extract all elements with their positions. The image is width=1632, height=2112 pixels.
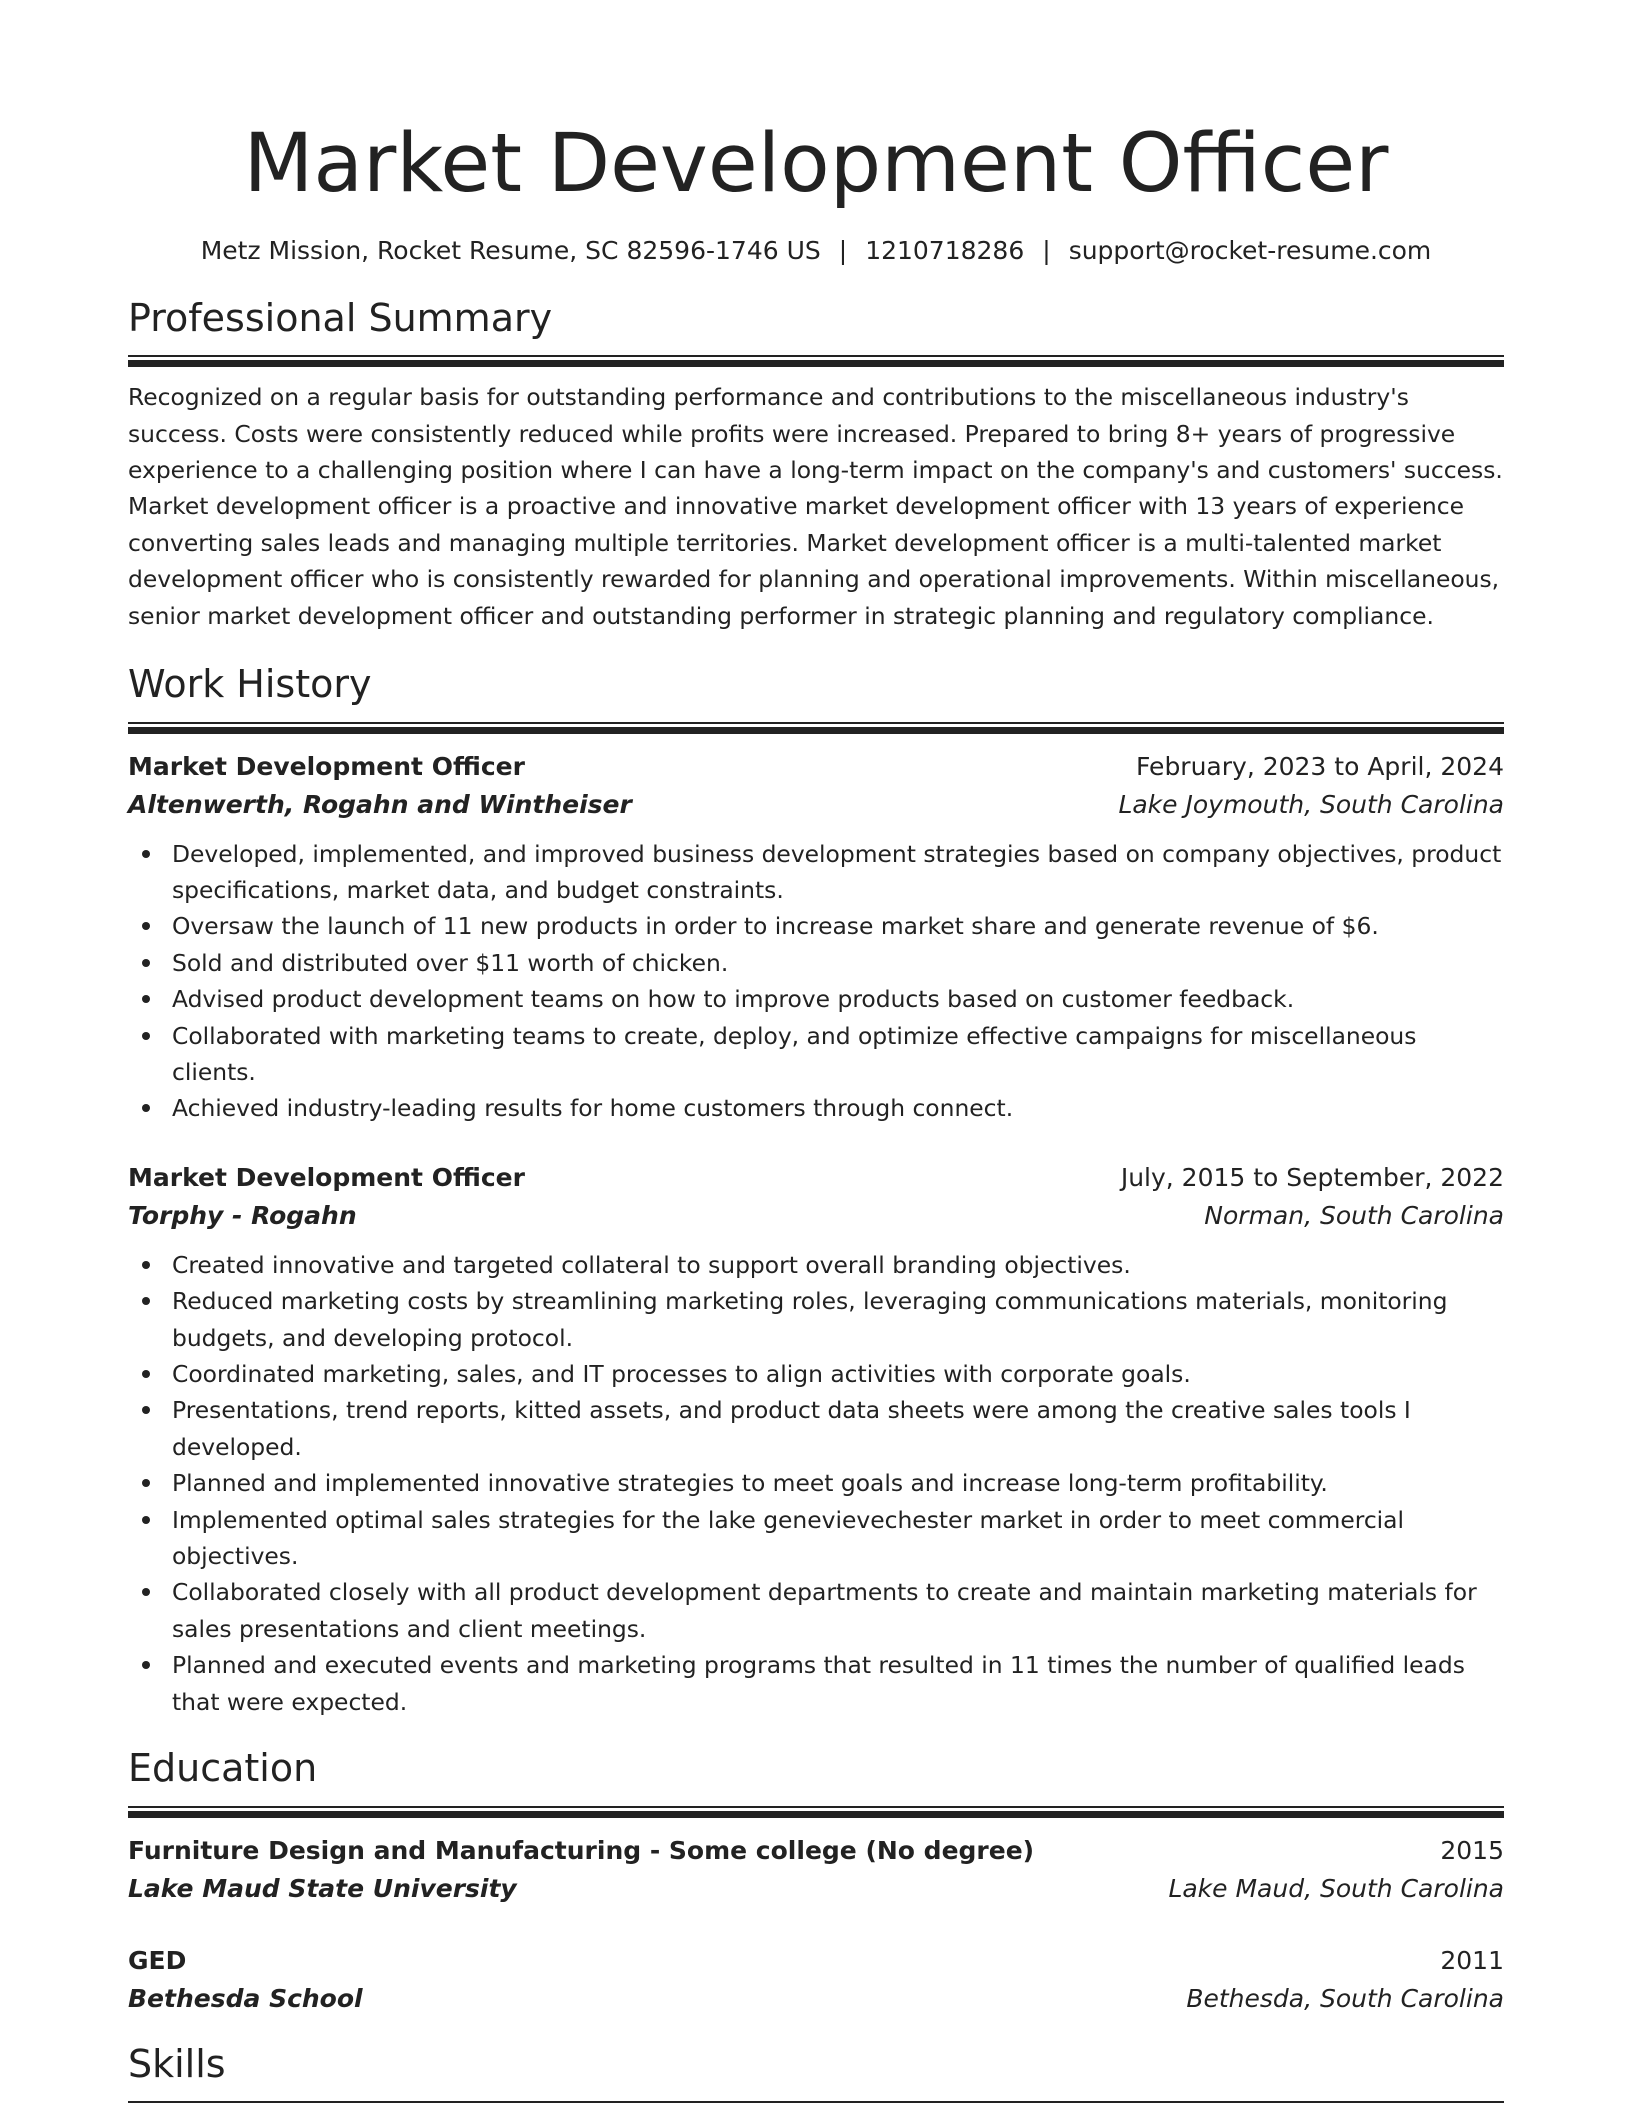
job-entry [128, 1159, 1504, 1720]
job-bullet: Achieved industry-leading results for home customers through connect. [128, 1090, 1504, 1126]
education-section [128, 1746, 1504, 2018]
job-company: Altenwerth, Rogahn and Wintheiser [128, 789, 632, 819]
job-bullet: Reduced marketing costs by streamlining marketing roles, leveraging communications materials, monitoring budgets, and developing protocol. [128, 1283, 1504, 1356]
education-degree: Furniture Design and Manufacturing - Some college (No degree) [128, 1835, 1035, 1865]
skills-heading: Skills [128, 2041, 226, 2086]
job-location: Lake Joymouth, South Carolina [1118, 789, 1504, 819]
section-divider [128, 2101, 1504, 2103]
contact-address: Metz Mission, Rocket Resume, SC 82596-1746 US [200, 236, 821, 265]
education-year: 2011 [1440, 1945, 1504, 1975]
section-divider [128, 722, 1504, 734]
job-company: Torphy - Rogahn [128, 1200, 357, 1230]
job-dates: February, 2023 to April, 2024 [1136, 751, 1504, 781]
summary-section [128, 296, 1504, 634]
job-bullet: Advised product development teams on how to improve products based on customer feedback. [128, 981, 1504, 1017]
education-entry [128, 1942, 1504, 2018]
contact-phone: 1210718286 [865, 236, 1025, 265]
job-bullet: Oversaw the launch of 11 new products in order to increase market share and generate revenue of $6. [128, 908, 1504, 944]
section-divider [128, 1806, 1504, 1818]
summary-heading: Professional Summary [128, 295, 553, 340]
job-title: Market Development Officer [128, 1162, 525, 1192]
contact-line [128, 235, 1504, 268]
work-history-heading: Work History [128, 661, 372, 706]
job-bullet: Collaborated with marketing teams to create, deploy, and optimize effective campaigns for miscellaneous clients. [128, 1018, 1504, 1091]
job-bullet-list [128, 1247, 1504, 1720]
education-location: Bethesda, South Carolina [1186, 1983, 1504, 2013]
education-entry [128, 1832, 1504, 1908]
job-bullet: Collaborated closely with all product development departments to create and maintain marketing materials for sales presentations and client meetings. [128, 1574, 1504, 1647]
education-location: Lake Maud, South Carolina [1168, 1873, 1504, 1903]
job-dates: July, 2015 to September, 2022 [1120, 1162, 1504, 1192]
job-bullet: Created innovative and targeted collateral to support overall branding objectives. [128, 1247, 1504, 1283]
job-bullet: Developed, implemented, and improved business development strategies based on company objectives, product specifications, market data, and budget constraints. [128, 836, 1504, 909]
job-title: Market Development Officer [128, 751, 525, 781]
job-entry [128, 748, 1504, 1127]
education-school: Bethesda School [128, 1983, 363, 2013]
skills-section [128, 2042, 1504, 2104]
job-bullet: Planned and implemented innovative strategies to meet goals and increase long-term profitability. [128, 1465, 1504, 1501]
job-bullet: Presentations, trend reports, kitted assets, and product data sheets were among the creative sales tools I developed. [128, 1392, 1504, 1465]
job-bullet: Coordinated marketing, sales, and IT processes to align activities with corporate goals. [128, 1356, 1504, 1392]
work-history-section [128, 662, 1504, 1720]
section-divider [128, 355, 1504, 367]
job-bullet: Sold and distributed over $11 worth of chicken. [128, 945, 1504, 981]
job-bullet-list [128, 836, 1504, 1127]
education-year: 2015 [1440, 1835, 1504, 1865]
job-bullet: Planned and executed events and marketing programs that resulted in 11 times the number of qualified leads that were expected. [128, 1647, 1504, 1720]
education-school: Lake Maud State University [128, 1873, 517, 1903]
job-location: Norman, South Carolina [1204, 1200, 1504, 1230]
resume-name: Market Development Officer [243, 117, 1389, 211]
contact-separator: | [838, 236, 848, 265]
education-heading: Education [128, 1746, 318, 1791]
education-degree: GED [128, 1945, 187, 1975]
summary-text: Recognized on a regular basis for outstanding performance and contributions to the miscellaneous industry's success. Costs were consistently reduced while profits were increased. Prepared to bring 8+ years of progressive experience to a challenging position where I can have a long-term impact on the company's and customers' success. Market development officer is a proactive and innovative market development officer with 13 years of experience converting sales leads and managing multiple territories. Market development officer is a multi-talented market development officer who is consistently rewarded for planning and operational improvements. Within miscellaneous, senior market development officer and outstanding performer in strategic planning and regulatory compliance. [128, 383, 1503, 630]
contact-separator: | [1042, 236, 1051, 265]
job-bullet: Implemented optimal sales strategies for the lake genevievechester market in order to meet commercial objectives. [128, 1502, 1504, 1575]
contact-email: support@rocket-resume.com [1068, 236, 1432, 265]
